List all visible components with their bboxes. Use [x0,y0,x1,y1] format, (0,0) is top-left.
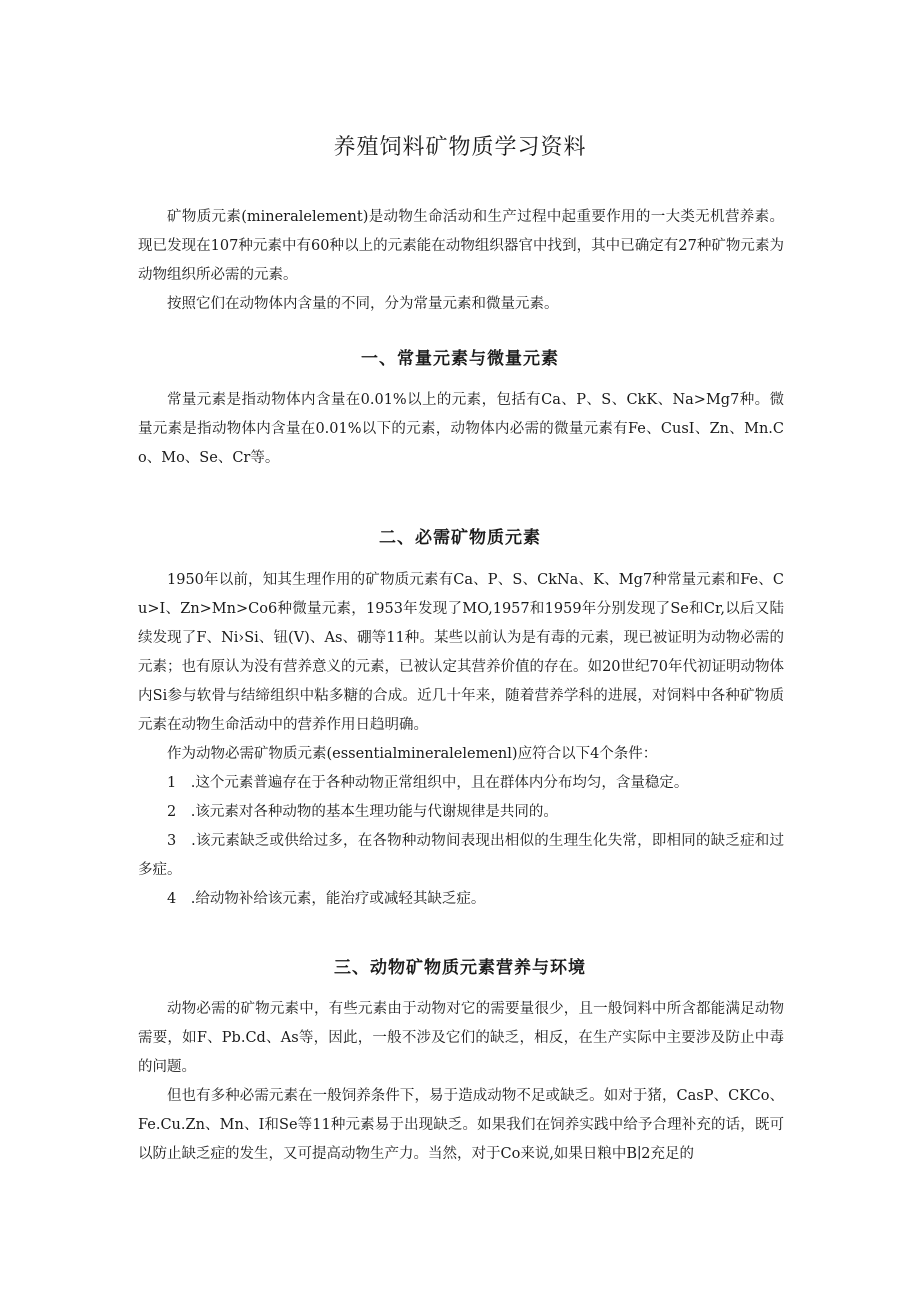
condition-item-2: 2 .该元素对各种动物的基本生理功能与代谢规律是共同的。 [167,804,558,820]
section-3-paragraph-1: 动物必需的矿物元素中，有些元素由于动物对它的需要量很少，且一般饲料中所含都能满足动物需要，如F、Pb.Cd、As等，因此，一般不涉及它们的缺乏，相反，在生产实际中主要涉及防止中毒的问题。 [138,1001,784,1075]
section-3-heading: 三、动物矿物质元素营养与环境 [334,958,586,978]
document-title: 养殖饲料矿物质学习资料 [333,135,587,160]
section-2-paragraph-1: 1950年以前，知其生理作用的矿物质元素有Ca、P、S、CkNa、K、Mg7种常量元素和Fe、Cu>I、Zn>Mn>Co6种微量元素，1953年发现了MO,1957和1959年分别发现了Se和Cr,以后又陆续发现了F、Ni›Si、钮(V)、As、硼等11种。某些以前认为是有毒的元素，现已被证明为动物必需的元素；也有原认为没有营养意义的元素，已被认定其营养价值的存在。如20世纪70年代初证明动物体内Si参与软骨与结缔组织中粘多糖的合成。近几十年来，随着营养学科的进展，对饲料中各种矿物质元素在动物生命活动中的营养作用日趋明确。 [138,572,784,733]
condition-item-4: 4 .给动物补给该元素，能治疗或减轻其缺乏症。 [167,891,486,907]
intro-paragraph-1: 矿物质元素(mineralelement)是动物生命活动和生产过程中起重要作用的一大类无机营养素。现已发现在107种元素中有60种以上的元素能在动物组织器官中找到，其中已确定有27种矿物元素为动物组织所必需的元素。 [138,209,784,283]
condition-item-1: 1 .这个元素普遍存在于各种动物正常组织中，且在群体内分布均匀，含量稳定。 [167,775,689,791]
section-1-paragraph-1: 常量元素是指动物体内含量在0.01%以上的元素，包括有Ca、P、S、CkK、Na>Mg7种。微量元素是指动物体内含量在0.01%以下的元素，动物体内必需的微量元素有Fe、CusI、Zn、Mn.Co、Mo、Se、Cr等。 [138,392,784,466]
section-3-paragraph-2: 但也有多种必需元素在一般饲养条件下，易于造成动物不足或缺乏。如对于猪，CasP、CKCo、Fe.Cu.Zn、Mn、I和Se等11种元素易于出现缺乏。如果我们在饲养实践中给予合理补充的话，既可以防止缺乏症的发生，又可提高动物生产力。当然，对于Co来说,如果日粮中B∣2充足的 [138,1088,784,1162]
section-3-block [138,995,784,1169]
intro-block [138,203,784,319]
condition-item-3: 3 .该元素缺乏或供给过多，在各物种动物间表现出相似的生理生化失常，即相同的缺乏症和过多症。 [138,833,784,878]
intro-paragraph-2: 按照它们在动物体内含量的不同，分为常量元素和微量元素。 [167,296,559,312]
section-2-paragraph-2: 作为动物必需矿物质元素(essentialmineralelemenl)应符合以下4个条件： [167,746,658,762]
section-1-heading: 一、常量元素与微量元素 [361,349,559,369]
section-1-block [138,386,784,473]
section-2-heading: 二、必需矿物质元素 [379,528,541,548]
section-2-block [138,566,784,914]
